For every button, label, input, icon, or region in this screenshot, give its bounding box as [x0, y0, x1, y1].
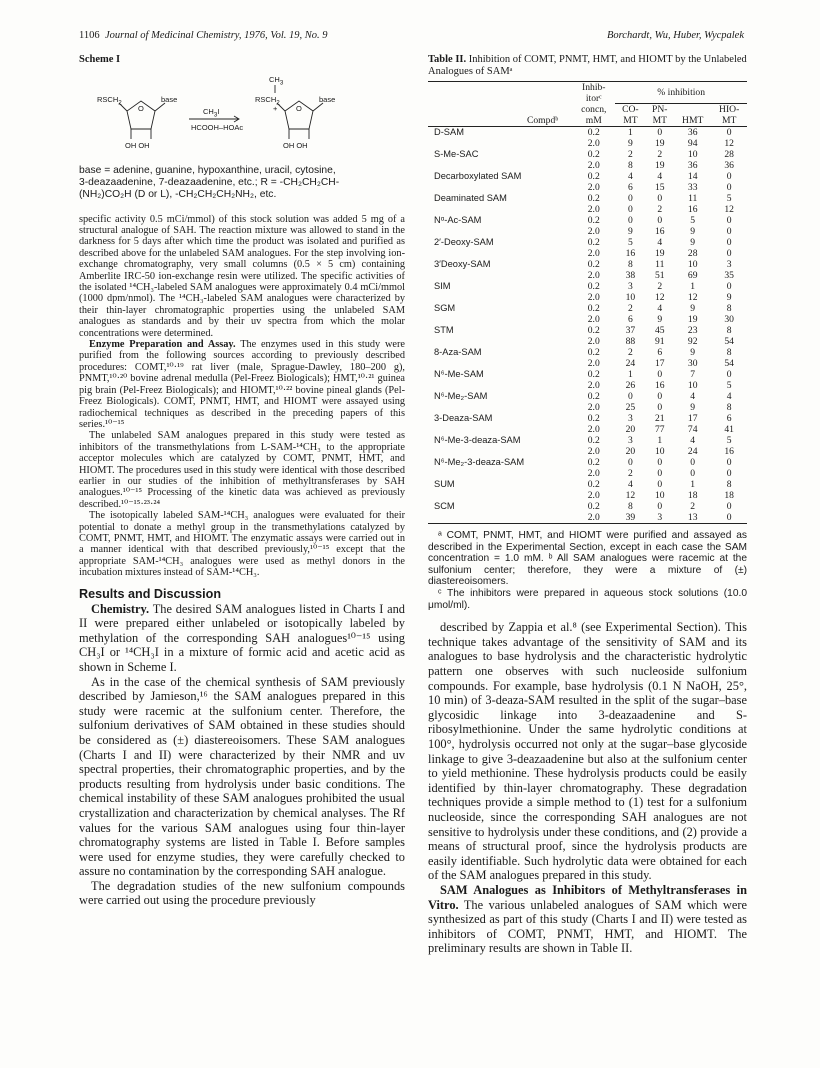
table-cell: 21 — [654, 413, 665, 425]
page-number: 1106 — [79, 30, 100, 41]
running-header — [79, 30, 744, 44]
table-cell: 0 — [726, 281, 732, 293]
table-cell: 6 — [627, 314, 633, 326]
compound-name: 8-Aza-SAM — [434, 347, 482, 358]
compound-name: SGM — [434, 303, 456, 314]
table-cell: 0.2 — [587, 281, 600, 293]
body-paragraph: The isotopically labeled SAM-¹⁴CH₃ analogues were evaluated for their potential to donate a methyl group in the transmethylations catalyzed by COMT, PNMT, HMT, and HIOMT. The enzymatic assays were carried out in a manner identical with that described previously,¹⁰⁻¹⁵ except that the appropriate SAM-¹⁴CH₃ analogues were used as methyl donors in the incubation mixtures instead of SAM-¹⁴CH₃. — [79, 510, 405, 579]
table-cell: 19 — [654, 160, 665, 172]
table-cell: 2.0 — [587, 226, 600, 238]
table-cell: 36 — [724, 160, 734, 172]
scheme-legend — [79, 165, 405, 202]
table-cell: 2.0 — [587, 468, 600, 480]
table-cell: 4 — [690, 435, 696, 447]
table-cell: 4 — [657, 237, 663, 249]
table-cell: 36 — [687, 127, 698, 139]
table-cell: 8 — [726, 325, 732, 337]
runin-heading: SAM Analogues as Inhibitors of Methyltransferases in Vitro. — [428, 882, 747, 912]
table-cell: 0 — [657, 369, 663, 381]
table-cell: 0.2 — [587, 237, 600, 249]
table-cell: 0 — [726, 501, 732, 513]
table-cell: 5 — [690, 215, 696, 227]
table-cell: 2.0 — [587, 204, 600, 216]
left-ring-oxygen: O — [138, 104, 144, 113]
compound-name: 2′-Deoxy-SAM — [434, 237, 494, 248]
table-cell: 10 — [687, 149, 698, 161]
table-cell: 74 — [687, 424, 698, 436]
table-cell: 0 — [627, 391, 633, 403]
table-cell: 12 — [687, 292, 698, 304]
header-pnmt: PN- — [652, 104, 668, 116]
table-cell: 0 — [627, 457, 633, 469]
table-cell: 2.0 — [587, 402, 600, 414]
table-cell: 37 — [625, 325, 636, 337]
table-cell: 54 — [724, 336, 734, 348]
table-cell: 11 — [688, 193, 698, 205]
compound-name: N⁶-Me₂-3-deaza-SAM — [434, 457, 525, 468]
header-hmt: HMT — [674, 115, 711, 127]
table-row — [428, 215, 747, 226]
table-cell: 91 — [654, 336, 665, 348]
right-base-label: base — [319, 95, 336, 104]
scheme-legend-line: base = adenine, guanine, hypoxanthine, uracil, cytosine, — [79, 165, 336, 176]
table-cell: 3 — [726, 259, 732, 271]
table-cell: 41 — [724, 424, 734, 436]
table-cell: 2 — [627, 347, 633, 359]
table-cell: 0 — [657, 479, 663, 491]
table-cell: 0 — [657, 193, 663, 205]
compound-name: STM — [434, 325, 454, 336]
table-row — [428, 413, 747, 424]
table-row — [428, 479, 747, 490]
header-hiomt: MT — [711, 115, 747, 127]
table-cell: 10 — [654, 490, 665, 502]
table-cell: 26 — [625, 380, 636, 392]
table-row — [428, 457, 747, 468]
table-cell: 2 — [627, 468, 633, 480]
table-cell: 4 — [627, 479, 633, 491]
header-cell — [428, 93, 572, 104]
table-cell: 12 — [654, 292, 665, 304]
table-cell: 9 — [690, 347, 696, 359]
table-cell: 9 — [627, 226, 633, 238]
table-cell: 0 — [657, 127, 663, 139]
table-cell: 17 — [687, 413, 698, 425]
right-diol: OH OH — [283, 141, 308, 150]
table-cell: 38 — [625, 270, 636, 282]
table-cell: 20 — [625, 446, 636, 458]
compound-name: 3-Deaza-SAM — [434, 413, 493, 424]
table-cell: 2 — [657, 149, 663, 161]
table-cell: 0 — [726, 226, 732, 238]
table-cell: 18 — [687, 490, 698, 502]
table-row — [428, 369, 747, 380]
table-cell: 6 — [627, 182, 633, 194]
compound-name: 3′Deoxy-SAM — [434, 259, 491, 270]
body-paragraph: described by Zappia et al.⁸ (see Experimental Section). This technique takes advantage of the sensitivity of SAM and its analogues to base hydrolysis and the characteristic hydrolytic pattern one observes with such nucleoside sulfonium compounds. For example, base hydrolysis (0.1 N NaOH, 25°, 10 min) of 3-deaza-SAM resulted in the split of the sugar–base glycosidic linkage into 3-deazaadenine and S-ribosylmethionine. Under the same hydrolytic conditions at 100°, hydrolysis occurred not only at the sugar–base glycoside linkage to give 3-deazaadenine but also at the sulfonium center to yield methionine. These hydrolysis products could be easily identified by thin-layer chromatography. These degradation techniques provide a simple method to (1) test for a sulfonium nucleoside, since the corresponding SAH analogues are not sensitive to hydrolysis under these conditions, and (2) provide a means of structural proof, since the hydrolysis products are easily identifiable. Such hydrolytic data were obtained for each of the SAM analogues prepared in this study. — [428, 620, 747, 883]
table-cell: 0 — [657, 402, 663, 414]
table-cell: 30 — [724, 314, 734, 326]
table-cell: 15 — [654, 182, 665, 194]
header-concn: Inhib- — [572, 81, 615, 93]
body-paragraph: specific activity 0.5 mCi/mmol) of this stock solution was added 5 mg of a structural analogue of SAH. The reaction mixture was allowed to stand in the darkness for 5 days after which time the product was isolated and purified as described above for the unlabeled SAM analogues. For the step involving ion-exchange chromatography, very small columns (0.5 × 5 cm) containing Amberlite IRC-50 ion-exchange resin were utilized. The specific activities of the isolated ¹⁴CH₃-labeled SAM analogues were approximately 0.4 mCi/mmol (1000 dpm/nmol). The ¹⁴CH₃-labeled SAM analogues were characterized by their thin-layer chromatographic properties using the unlabeled SAM analogues as standards and by their uv spectra from which the molar concentrations were determined. — [79, 213, 405, 339]
compound-name: SCM — [428, 501, 572, 524]
table-cell: 0 — [726, 237, 732, 249]
table-cell: 36 — [687, 160, 698, 172]
table-cell: 0 — [726, 127, 732, 139]
table-cell: 3 — [627, 281, 633, 293]
table-cell: 3 — [627, 435, 633, 447]
body-paragraph — [79, 339, 405, 430]
table-cell: 0 — [657, 468, 663, 480]
table-row — [428, 325, 747, 336]
header-concn: concn, — [581, 103, 607, 115]
header-comt: MT — [615, 115, 645, 127]
table-cell: 9 — [627, 138, 633, 150]
table-cell: 11 — [655, 259, 665, 271]
compound-name: N⁶-Me-3-deaza-SAM — [434, 435, 521, 446]
journal-citation: Journal of Medicinal Chemistry, 1976, Vol. 19, No. 9 — [105, 30, 328, 41]
table-cell: 6 — [657, 347, 663, 359]
section-heading: Results and Discussion — [79, 586, 222, 601]
table-cell: 10 — [625, 292, 636, 304]
table-cell: 0.2 — [587, 127, 600, 139]
table-cell: 18 — [724, 490, 734, 502]
table-cell: 28 — [687, 248, 698, 260]
product-rsch2: $RSCH_2$ — [255, 95, 280, 107]
compound-name: S-Me-SAC — [434, 149, 479, 160]
table-cell: 39 — [615, 512, 645, 524]
header-hiomt: HIO- — [719, 104, 740, 116]
table-cell: 9 — [690, 402, 696, 414]
table-cell: 2.0 — [587, 248, 600, 260]
table-cell: 1 — [657, 435, 663, 447]
table-cell: 0 — [726, 182, 732, 194]
table-cell: 0 — [627, 193, 633, 205]
table-cell: 2.0 — [587, 270, 600, 282]
table-cell: 4 — [657, 303, 663, 315]
table-cell: 0 — [711, 512, 747, 524]
compound-name: Nᵅ-Ac-SAM — [434, 215, 482, 226]
table-cell: 0 — [690, 468, 696, 480]
table-cell: 0 — [657, 457, 663, 469]
table-cell: 0 — [657, 501, 663, 513]
table-cell: 0 — [726, 468, 732, 480]
table-cell: 2 — [627, 303, 633, 315]
table-cell: 2.0 — [587, 292, 600, 304]
table-cell: 9 — [690, 226, 696, 238]
table-cell: 0.2 — [587, 501, 600, 513]
table-cell: 3 — [627, 413, 633, 425]
table-cell: 1 — [690, 281, 696, 293]
table-cell: 2.0 — [587, 358, 600, 370]
table-cell: 5 — [726, 380, 732, 392]
table-cell: 9 — [690, 303, 696, 315]
body-paragraph — [428, 883, 747, 956]
table-cell: 4 — [627, 171, 633, 183]
table-cell: 19 — [654, 138, 665, 150]
table-cell: 2.0 — [587, 160, 600, 172]
table-cell: 2 — [690, 501, 696, 513]
table-body — [428, 127, 747, 524]
scheme-legend-line: (NH₂)CO₂H (D or L), -CH₂CH₂CH₂NH₂, etc. — [79, 189, 277, 201]
compound-name: SUM — [434, 479, 455, 490]
table-cell: 0.2 — [587, 325, 600, 337]
table-cell: 24 — [687, 446, 698, 458]
table-cell: 2.0 — [587, 380, 600, 392]
table-cell: 2.0 — [587, 424, 600, 436]
table-footnote: ᵃ COMT, PNMT, HMT, and HIOMT were purified and assayed as described in the Experimental Section, except in each case the SAM concentration = 1.0 mM. ᵇ All SAM analogues were racemic at the sulfonium center; therefore, they were a mixture of (±) diastereoisomers. — [428, 530, 747, 588]
table-cell: 1 — [627, 127, 633, 139]
table-row — [428, 435, 747, 446]
table-cell: 8 — [726, 347, 732, 359]
table-cell: 0 — [726, 369, 732, 381]
table-cell: 0 — [726, 171, 732, 183]
table-row — [428, 127, 747, 139]
scheme-title: Scheme I — [79, 54, 121, 65]
reagent-acid: HCOOH–HOAc — [191, 123, 244, 132]
table-cell: 0 — [726, 215, 732, 227]
table-footnote: ᶜ The inhibitors were prepared in aqueous stock solutions (10.0 μmol/ml). — [428, 588, 747, 611]
table-cell: 7 — [690, 369, 696, 381]
table-footnotes — [428, 530, 747, 611]
table-cell: 24 — [625, 358, 636, 370]
table-cell: 2.0 — [587, 182, 600, 194]
body-paragraph: The unlabeled SAM analogues prepared in this study were tested as inhibitors of the transmethylations from L-SAM-¹⁴CH₃ to the appropriate acceptor molecules which are catalyzed by COMT, PNMT, HMT, and HIOMT. The procedures used in this study were identical with those described earlier in our studies of the inhibition of methyltransferases by SAH analogues.¹⁰⁻¹⁵ Processing of the kinetic data was achieved as previously described.¹⁰⁻¹⁵·²³·²⁴ — [79, 430, 405, 510]
table-cell: 0 — [627, 215, 633, 227]
table-row — [428, 193, 747, 204]
table-cell: 0.2 — [587, 149, 600, 161]
table-cell: 2.0 — [587, 336, 600, 348]
table-cell: 2 — [627, 149, 633, 161]
table-cell: 4 — [726, 391, 732, 403]
table-cell: 0.2 — [587, 259, 600, 271]
scheme-legend-line: 3-deazaadenine, 7-deazaadenine, etc.; R = -CH₂CH₂CH- — [79, 177, 340, 189]
table-cell: 10 — [687, 380, 698, 392]
right-ring-oxygen: O — [296, 104, 302, 113]
table-cell: 8 — [627, 259, 633, 271]
table-cell: 0 — [657, 215, 663, 227]
table-cell: 16 — [625, 248, 636, 260]
table-cell: 0.2 — [587, 413, 600, 425]
compound-name: Deaminated SAM — [434, 193, 507, 204]
table-cell: 51 — [654, 270, 665, 282]
table-cell: 30 — [687, 358, 698, 370]
table-cell: 19 — [687, 314, 698, 326]
table-cell: 12 — [724, 138, 734, 150]
table-cell: 69 — [687, 270, 698, 282]
table-cell: 2.0 — [587, 446, 600, 458]
table-cell: 9 — [690, 237, 696, 249]
body-paragraph: The degradation studies of the new sulfonium compounds were carried out using the procedure previously — [79, 878, 405, 908]
table-cell: 5 — [627, 237, 633, 249]
header-hmt-blank — [674, 104, 711, 116]
table-cell: 92 — [687, 336, 698, 348]
table-cell: 88 — [625, 336, 636, 348]
table-cell: 17 — [654, 358, 665, 370]
table-row — [428, 347, 747, 358]
table-cell: 16 — [724, 446, 734, 458]
compound-name: N⁶-Me-SAM — [434, 369, 484, 380]
table-cell: 20 — [625, 424, 636, 436]
table-cell: 0 — [690, 457, 696, 469]
table-cell: 0.2 — [587, 391, 600, 403]
table-cell: 5 — [726, 193, 732, 205]
table-cell: 19 — [654, 248, 665, 260]
body-paragraph — [79, 602, 405, 675]
table-cell: 0 — [627, 204, 633, 216]
table-cell: 2 — [657, 204, 663, 216]
table-cell: 16 — [654, 226, 665, 238]
left-column — [79, 54, 405, 908]
table-cell: 12 — [625, 490, 636, 502]
inhibition-table — [428, 81, 747, 525]
runin-heading: Enzyme Preparation and Assay. — [89, 339, 236, 351]
paragraph-text: The desired SAM analogues listed in Charts I and II were prepared either unlabeled or isotopically labeled by methylation of the corresponding SAH analogues¹⁰⁻¹⁵ using CH₃I or ¹⁴CH₃I in a mixture of formic acid and acetic acid as shown in Scheme I. — [79, 601, 405, 674]
table-cell: 45 — [654, 325, 665, 337]
left-rsch2: $RSCH_2$ — [97, 95, 122, 107]
left-diol: OH OH — [125, 141, 150, 150]
table-cell: 2.0 — [587, 138, 600, 150]
table-cell: 0 — [657, 391, 663, 403]
table-cell: 2 — [657, 281, 663, 293]
table-row — [428, 259, 747, 270]
right-column — [428, 54, 747, 956]
compound-name: Decarboxylated SAM — [434, 171, 522, 182]
table-cell: 0.2 — [587, 171, 600, 183]
table-cell: 0.2 — [587, 193, 600, 205]
body-paragraph: As in the case of the chemical synthesis of SAM previously described by Jamieson,¹⁶ the SAM analogues prepared in this study were racemic at the sulfonium center. Therefore, the sulfonium derivatives of SAM obtained in these studies should be considered as (±) diastereoisomers. These SAM analogues (Charts I and II) were characterized by their NMR and uv spectral properties, their chromatographic properties, and by the products resulting from hydrolysis under basic conditions. The chemical instability of these SAM analogues prohibited the usual crystallization and characterization by chemical analyses. The Rf values for the various SAM analogues using four thin-layer chromatography systems are listed in Table I. Before samples were used for enzyme studies, they were carefully checked to assure no contamination by the corresponding SAH analogue. — [79, 674, 405, 879]
table-cell: 0.2 — [587, 479, 600, 491]
table-cell: 2.0 — [572, 512, 615, 524]
product-methyl: $CH_3$ — [269, 75, 284, 87]
table-cell: 16 — [687, 204, 698, 216]
table-cell: 8 — [726, 303, 732, 315]
table-cell: 28 — [724, 149, 734, 161]
table-cell: 35 — [724, 270, 734, 282]
table-cell: 9 — [657, 314, 663, 326]
table-cell: 1 — [690, 479, 696, 491]
table-cell: 9 — [726, 292, 732, 304]
table-title — [428, 54, 747, 78]
scheme-figure — [79, 67, 405, 159]
table-cell: 33 — [687, 182, 698, 194]
table-cell: 54 — [724, 358, 734, 370]
table-cell: 16 — [654, 380, 665, 392]
product-plus-charge: + — [273, 104, 278, 113]
header-comt: CO- — [622, 104, 639, 116]
table-cell: 0.2 — [587, 435, 600, 447]
table-cell: 2.0 — [587, 314, 600, 326]
compound-name: SIM — [434, 281, 451, 292]
table-cell: 0.2 — [587, 347, 600, 359]
table-row — [428, 149, 747, 160]
table-cell: 0.2 — [587, 215, 600, 227]
table-cell: 25 — [625, 402, 636, 414]
table-cell: 0 — [726, 248, 732, 260]
table-cell: 8 — [726, 479, 732, 491]
table-cell: 10 — [687, 259, 698, 271]
table-cell: 8 — [627, 160, 633, 172]
table-row — [428, 281, 747, 292]
table-cell: 10 — [654, 446, 665, 458]
table-cell: 2.0 — [587, 490, 600, 502]
table-cell: 14 — [687, 171, 698, 183]
table-cell: 0.2 — [587, 303, 600, 315]
header-percent-inhibition: % inhibition — [615, 81, 747, 104]
running-authors: Borchardt, Wu, Huber, Wycpalek — [606, 30, 744, 41]
header-compd: Compdᵇ — [428, 115, 572, 127]
left-base-label: base — [161, 95, 178, 104]
table-cell: 12 — [724, 204, 734, 216]
compound-name: N⁶-Me₂-SAM — [434, 391, 488, 402]
table-cell: 4 — [690, 391, 696, 403]
table-row — [428, 303, 747, 314]
compound-name: D-SAM — [434, 127, 464, 138]
table-cell: 0.2 — [587, 457, 600, 469]
table-cell: 23 — [687, 325, 698, 337]
table-row — [428, 171, 747, 182]
table-row — [428, 501, 747, 512]
table-cell: 4 — [657, 171, 663, 183]
runin-heading: Chemistry. — [91, 601, 150, 616]
table-cell: 94 — [687, 138, 698, 150]
header-concn: itorᶜ — [585, 92, 602, 104]
reagent-ch3i: $CH_3I$ — [203, 107, 220, 119]
table-cell: 1 — [627, 369, 633, 381]
table-cell: 13 — [674, 512, 711, 524]
header-cell — [428, 104, 572, 116]
table-cell: 8 — [627, 501, 633, 513]
table-cell: 3 — [645, 512, 674, 524]
table-cell: 0.2 — [587, 369, 600, 381]
table-row — [428, 237, 747, 248]
table-cell: 0 — [726, 457, 732, 469]
header-concn: mM — [572, 115, 615, 127]
table-cell: 6 — [726, 413, 732, 425]
table-label: Table II. — [428, 54, 467, 65]
table-caption: Inhibition of COMT, PNMT, HMT, and HIOMT by the Unlabeled Analogues of SAMᵃ — [428, 54, 747, 77]
table-cell: 8 — [726, 402, 732, 414]
header-pnmt: MT — [645, 115, 674, 127]
table-cell: 77 — [654, 424, 665, 436]
table-row — [428, 391, 747, 402]
table-cell: 5 — [726, 435, 732, 447]
paragraph-text: The enzymes used in this study were purified from the following sources according to previously described procedures: COMT,¹⁰·¹⁹ rat liver (male, Sprague-Dawley, 180–200 g), PNMT,¹⁰·²⁰ bovine adrenal medulla (Pel-Freez Biologicals); HMT,¹⁰·²¹ guinea pig brain (Pel-Freez Biologicals); and HIOMT,¹⁰·²² bovine pineal glands (Pel-Freez Biologicals). COMT, PNMT, HMT, and HIOMT were assayed using radiochemical techniques as described in the preceding papers of this series.¹⁰⁻¹⁵ — [79, 339, 405, 430]
header-cell — [428, 81, 572, 93]
paragraph-text: The various unlabeled analogues of SAM which were synthesized as part of this study (Charts I and II) were tested as inhibitors of COMT, PNMT, HMT, and HIOMT. The preliminary results are shown in Table II. — [428, 897, 747, 956]
